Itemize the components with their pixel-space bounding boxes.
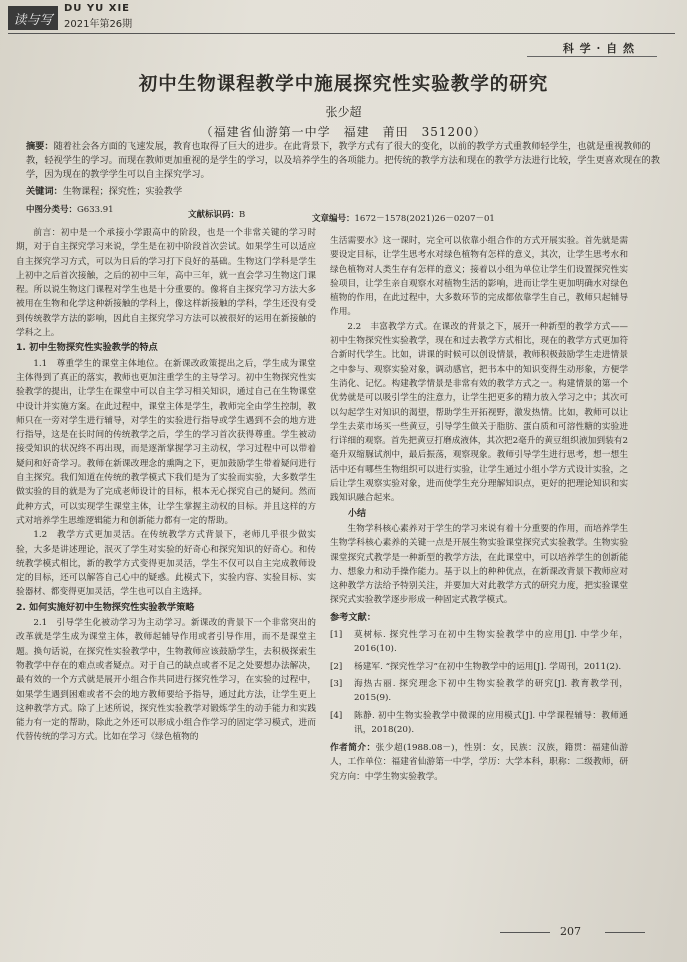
journal-name-en: DU YU XIE [64, 3, 131, 14]
abstract-text: 随着社会各方面的飞速发展，教育也取得了巨大的进步。在此背景下，教学方式有了很大的变化，以前的教学方式重教师轻学生，也就是重视教师的教，轻视学生的学习。而现在教师更加重视的是学生的学习，以及培养学生的各项能力。把传统的教学方法和现在的教学方法进行比较，学生更喜欢现在的教学，因为现在的教学学生可以自主探究学习。 [26, 141, 660, 181]
clc-value: G633.91 [77, 205, 114, 215]
reference-number: [2] [330, 661, 343, 672]
keywords-label: 关键词： [26, 186, 63, 197]
reference-number: [3] [330, 678, 343, 689]
reference-text: 海热古丽. 探究理念下初中生物实验教学的研究[J]. 教育教学刊，2015(9). [354, 678, 628, 704]
author-bio-label: 作者简介： [330, 743, 376, 754]
clc-number [26, 203, 114, 215]
abstract-label: 摘要： [26, 141, 54, 152]
heading-2: 2. 如何实施好初中生物探究性实验教学策略 [16, 601, 195, 613]
article-title: 初中生物课程教学中施展探究性实验教学的研究 [138, 74, 549, 95]
clc-label: 中图分类号： [26, 205, 78, 215]
doc-code-label: 文献标识码： [188, 210, 240, 220]
reference-item [330, 660, 628, 674]
reference-item [330, 677, 628, 706]
reference-text: 陈静. 初中生物实验教学中微课的应用模式[J]. 中学课程辅导：教师通讯，2018(20). [354, 710, 628, 735]
keywords [26, 183, 667, 197]
journal-logo: 读与写 [8, 6, 58, 30]
reference-text: 杨建军. “探究性学习”在初中生物教学中的运用[J]. 学周刊，2011(2). [354, 661, 622, 672]
section-rule [527, 56, 657, 57]
doc-code [188, 208, 245, 220]
author-bio-text: 张少超(1988.08－)，性别：女，民族：汉族，籍贯：福建仙游人，工作单位：福建省仙游第一中学，学历：大学本科，职称：二级教师，研究方向：中学生物实验教学。 [330, 743, 628, 782]
page-number: 207 [560, 925, 581, 938]
page-number-rule-right [605, 932, 645, 933]
reference-item [330, 709, 628, 738]
right-column [330, 234, 628, 864]
header-rule [8, 33, 675, 34]
doc-code-value: B [239, 210, 246, 220]
paragraph-continued: 生活需要水》这一课时，完全可以依靠小组合作的方式开展实验。首先就是需要设定目标，让学生思考水对绿色植物有怎样的意义，其次，让学生思考水和绿色植物对人类生存有怎样的意义；接着以小组为单位让学生们设置探究性实验项目，让学生亲自观察水对植物生活的影响，进而让学生更加明确水对绿色植物的作用，在此过程中，大多数环节的完成都依靠学生自己，教师只起辅导作用。 [330, 236, 628, 318]
reference-item [330, 628, 628, 657]
summary-heading: 小结 [348, 508, 367, 519]
summary-paragraph: 生物学科核心素养对于学生的学习来说有着十分重要的作用，而培养学生生物学科核心素养的关键一点是开展生物实验课堂探究式实验教学。生物实验课堂探究式教学是一种新型的教学方法，在此课堂中，可以培养学生的创新能力、想象力和动手操作能力。基于以上的种种优点，在新课改背景下教师应对这种教学方法给予特别关注，并要加大对此教学方式的研究力度，把实验课堂探究式实验教学逐步形成一种固定式教学模式。 [330, 523, 628, 606]
paragraph-1-1: 1.1 尊重学生的课堂主体地位。在新课改政策提出之后，学生成为课堂主体得到了真正的落实，教师也更加注重学生的主导学习。初中生物探究性实验教学的提出，让学生在课堂中可以自主学习相关知识，通过自己在生物课堂中设计并实施方案。在此过程中，课堂主体是学生，教师完全由学生控制，教师只在一旁对学生进行辅导，对学生的实验进行指导或学生遇到不会的地方进行指导，这是在长时间的传统教学之后，学生的学习首次获得尊重。学生被动接受知识的状况终不再出现，而是逐渐掌握学习主动权，学习过程中可以带着疑问和好奇学习。教师在新课改理念的熏陶之下，更加鼓励学生带着疑问进行自主探究。我们知道在传统的教学模式下我们是为了实验而实验，大多数学生做实验的目的就是为了完成老师设计的目标，根本无心探究自己的疑问。然而此种方式，可以实现学生课堂主体，让学生掌握主动权的目标。并且这样的方式对培养学生思维逻辑能力和创新能力都有一定的帮助。 [16, 358, 316, 526]
author-affiliation: （福建省仙游第一中学 福建 莆田 351200） [200, 125, 487, 139]
reference-text: 莫树标. 探究性学习在初中生物实验教学中的应用[J]. 中学少年，2016(10). [354, 630, 628, 655]
left-column [16, 226, 316, 956]
paragraph-2-2: 2.2 丰富教学方式。在课改的背景之下，展开一种新型的教学方式——初中生物探究性实验教学，现在和过去教学方式相比，现在的教学方式更加符合新时代学生。比如，讲课的时候可以创设情景，教师积极鼓励学生走进情景之中参与、观察实验对象，调动感官，把书本中的知识变得生动形象，方便学生消化、记忆。构建教学情景是非常有效的教学方式之一。构建情景的第一个优势就是可以吸引学生的注意力，让学生把更多的精力放入学习之中；其次可以勾起学生对知识的渴望，帮助学生开拓视野，激发热情。比如，教师可以让学生去菜市场买一些黄豆，引导学生做关于脂肪、蛋白质和可溶性糖的实验进行详细的观察。首先把黄豆打磨成液体，其次把2毫升的黄豆组织液加到装有2毫升双缩脲试剂中，最后振荡，观察现象。教师引导学生进行思考，想一想生活中还有哪些生物组织可以进行实验，让学生通过小组小学方式设计实验，之后让学生观察实验对象，进而使学生充分理解知识点，更好的把理论知识和实践知识融合起来。 [330, 321, 628, 504]
intro-paragraph: 前言：初中是一个承接小学跟高中的阶段，也是一个非常关键的学习时期，对于自主探究学习来说，学生是在初中阶段首次尝试。如果学生可以适应自主探究学习方式，可以为日后的学习打下良好的基础。生物这门学科是学生上初中之后首次接触，之后的初中三年，高中三年，就一直会学习生物这门课程。所以说生物这门课程对学生也是十分重要的。像将自主探究学习方法大多被用在生物和化学这种新接触的学科上，像这样新接触的学科，学生还没有受到传统教学方法的影响，因此自主探究学习方法可以被很好的运用在新接触的学科之上。 [16, 228, 316, 339]
issue-label: 2021年第26期 [64, 19, 133, 30]
article-no-label: 文章编号： [312, 214, 355, 224]
article-author: 张少超 [325, 105, 362, 119]
paragraph-1-2: 1.2 教学方式更加灵活。在传统教学方式背景下，老师几乎很少做实验，大多是讲述理论，泯灭了学生对实验的好奇心和探究知识的好奇心。和传统教学模式相比，新的教学方式变得更加灵活，学生不仅可以自主完成教师设定的目标，还可以解答自己心中的疑惑。此模式下，实验内容、实验目标、实验器材、都变得更加灵活，学生也可以自主选择。 [16, 530, 316, 598]
section-tag: 科 学 · 自 然 [562, 42, 635, 55]
references-heading: 参考文献： [330, 611, 376, 623]
author-bio [330, 741, 628, 784]
page-number-rule-left [500, 932, 550, 933]
heading-1: 1. 初中生物探究性实验教学的特点 [16, 342, 158, 354]
article-no-value: 1672－1578(2021)26－0207－01 [354, 214, 495, 224]
abstract [26, 140, 667, 183]
reference-number: [1] [330, 630, 343, 641]
keywords-text: 生物课程；探究性；实验教学 [62, 186, 183, 197]
reference-number: [4] [330, 710, 343, 721]
paragraph-2-1: 2.1 引导学生化被动学习为主动学习。新课改的背景下一个非常突出的改革就是学生成为课堂主体，教师起辅导作用或者引导作用，而不是课堂主题。换句话说，在探究性实验教学中，生物教师应该鼓励学生，去积极探索生物教学中存在的难点或者疑点。对于自己的缺点或者不足之处要想办法解决，最有效的一个方式就是展开小组合作共同进行探究性学习，在实验的过程中，如果学生遇到困难或者不会的地方教师要给予指导，通过此方法，让学生更上这种教学方式。除了上述所说，探究性实验教学对锻炼学生的动手能力和实践能力有一定的帮助，除此之外还可以形成小组合作学习的固定学习模式，进而代替传统的学习方式。比如在学习《绿色植物的 [16, 618, 316, 743]
article-number [312, 212, 495, 224]
